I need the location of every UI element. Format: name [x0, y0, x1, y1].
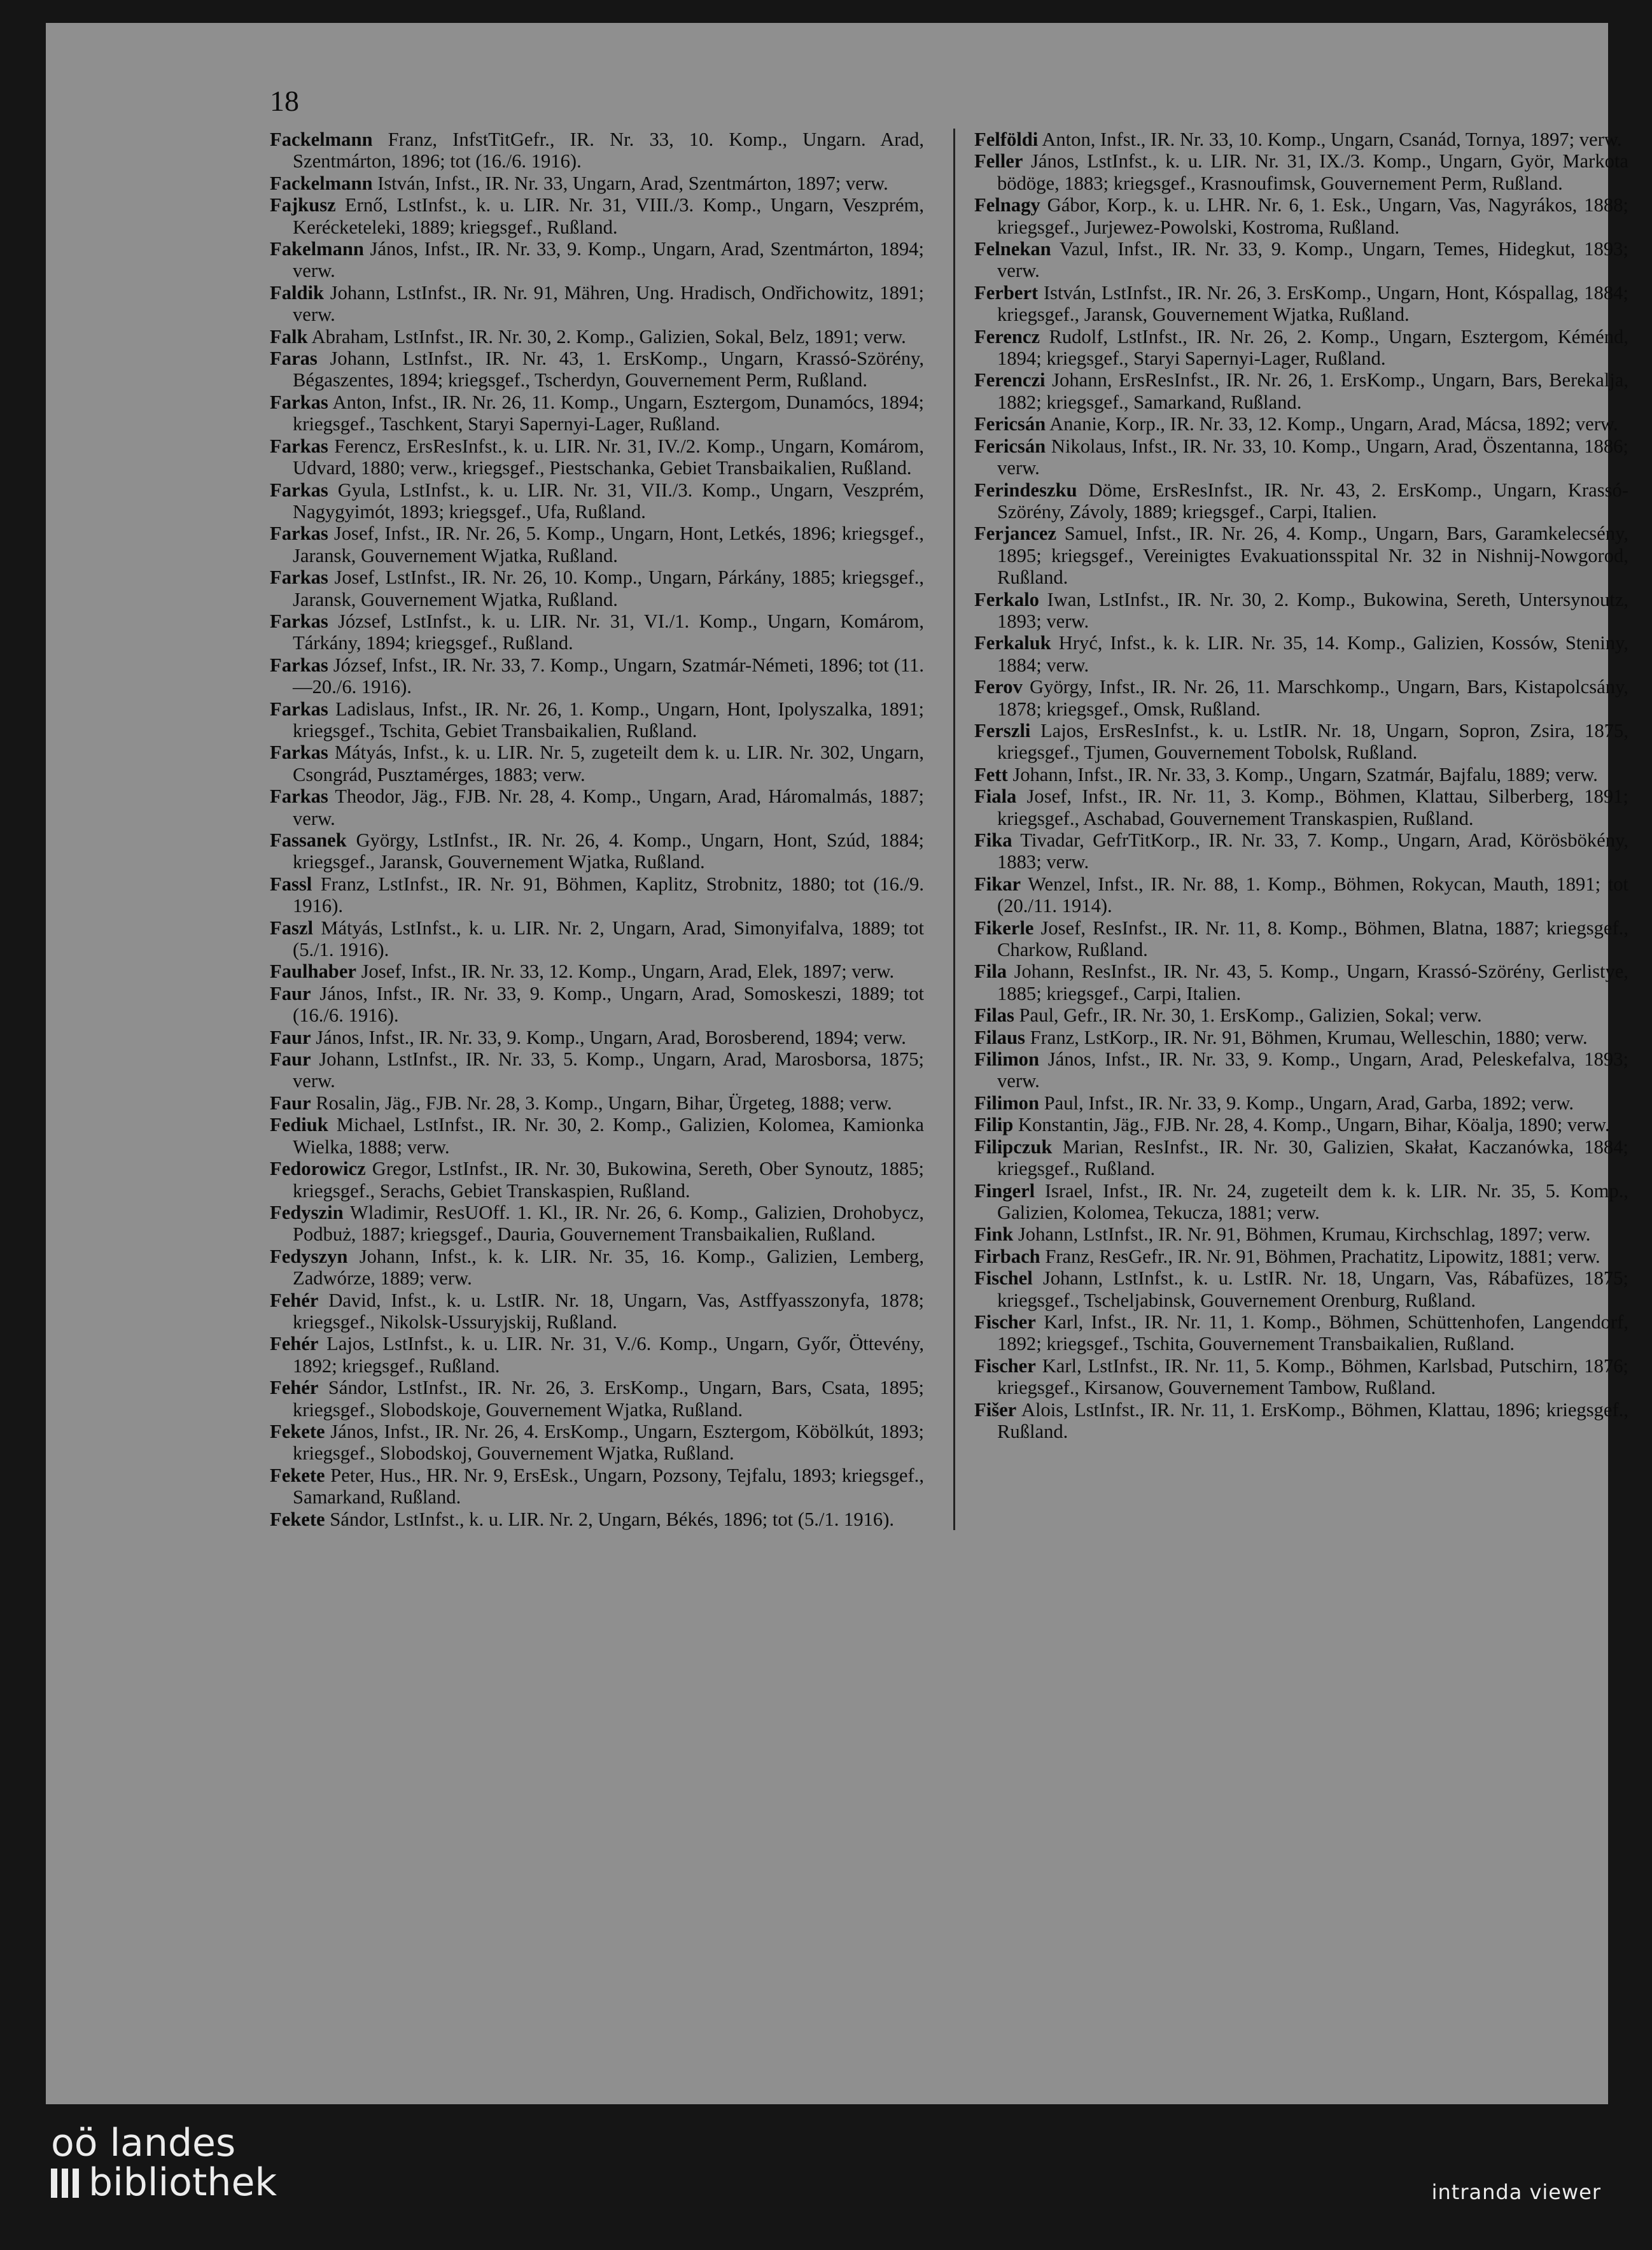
entry-details: Rosalin, Jäg., FJB. Nr. 28, 3. Komp., Ungarn, Bihar, Ürgeteg, 1888; verw.: [316, 1092, 892, 1114]
list-item: [974, 829, 1628, 873]
list-item: [270, 326, 924, 348]
list-item: [974, 1223, 1628, 1245]
list-item: [974, 326, 1628, 370]
entry-details: Johann, Infst., IR. Nr. 33, 3. Komp., Ungarn, Szatmár, Bajfalu, 1889; verw.: [1012, 763, 1598, 785]
list-item: [974, 676, 1628, 720]
entry-details: Mátyás, LstInfst., k. u. LIR. Nr. 2, Ungarn, Arad, Simonyifalva, 1889; tot (5./1. 1916).: [293, 917, 924, 961]
entry-surname: Ferjancez: [974, 523, 1057, 545]
list-item: [974, 1399, 1628, 1443]
entry-details: Josef, Infst., IR. Nr. 33, 12. Komp., Ungarn, Arad, Elek, 1897; verw.: [361, 960, 895, 983]
list-item: [270, 785, 924, 829]
list-item: [974, 1136, 1628, 1180]
entry-details: Nikolaus, Infst., IR. Nr. 33, 10. Komp., Ungarn, Arad, Öszentanna, 1886; verw.: [997, 435, 1628, 479]
list-item: [974, 1355, 1628, 1399]
entry-surname: Ferindeszku: [974, 479, 1077, 501]
entry-details: Anton, Infst., IR. Nr. 26, 11. Komp., Ungarn, Esztergom, Dunamócs, 1894; kriegsgef., Taschkent, Staryi Sapernyi-Lager, Rußland.: [293, 391, 924, 435]
entry-details: János, Infst., IR. Nr. 33, 9. Komp., Ungarn, Arad, Somoskeszi, 1889; tot (16./6. 1916).: [293, 982, 924, 1027]
list-item: [974, 1311, 1628, 1355]
entry-details: György, Infst., IR. Nr. 26, 11. Marschkomp., Ungarn, Bars, Kistapolcsány, 1878; kriegsgef., Omsk, Rußland.: [997, 676, 1628, 720]
entry-surname: Ferov: [974, 676, 1023, 698]
entry-surname: Farkas: [270, 742, 328, 764]
entry-surname: Fischer: [974, 1354, 1036, 1377]
entry-surname: Faur: [270, 1092, 311, 1114]
right-column: [953, 129, 1628, 1530]
entry-surname: Fekete: [270, 1420, 325, 1442]
entry-details: Ladislaus, Infst., IR. Nr. 26, 1. Komp., Ungarn, Hont, Ipolyszalka, 1891; kriegsgef., Tschita, Gebiet Transbaikalien, Rußland.: [293, 698, 924, 742]
entry-surname: Fink: [974, 1223, 1014, 1246]
list-item: [270, 742, 924, 785]
entry-details: Franz, LstInfst., IR. Nr. 91, Böhmen, Kaplitz, Strobnitz, 1880; tot (16./9. 1916).: [293, 873, 924, 917]
list-item: [974, 282, 1628, 326]
entry-surname: Filaus: [974, 1026, 1025, 1048]
entry-surname: Farkas: [270, 435, 328, 457]
list-item: [974, 960, 1628, 1004]
entry-surname: Filimon: [974, 1048, 1039, 1071]
entry-details: János, Infst., IR. Nr. 26, 4. ErsKomp., Ungarn, Esztergom, Köbölkút, 1893; kriegsgef., Slobodskoj, Gouvernement Wjatka, Rußland.: [293, 1420, 925, 1465]
list-item: [270, 983, 924, 1027]
entry-surname: Farkas: [270, 698, 328, 720]
entry-details: David, Infst., k. u. LstIR. Nr. 18, Ungarn, Vas, Astffyasszonyfa, 1878; kriegsgef., Nikolsk-Ussuryjskij, Rußland.: [293, 1289, 925, 1333]
entry-details: Josef, Infst., IR. Nr. 26, 5. Komp., Ungarn, Hont, Letkés, 1896; kriegsgef., Jaransk, Gouvernement Wjatka, Rußland.: [293, 523, 925, 566]
list-item: [270, 129, 924, 172]
list-item: [974, 1246, 1628, 1267]
entry-surname: Filimon: [974, 1092, 1039, 1114]
entry-details: Gyula, LstInfst., k. u. LIR. Nr. 31, VII./3. Komp., Ungarn, Veszprém, Nagygyimót, 1893; kriegsgef., Ufa, Rußland.: [293, 479, 924, 523]
entry-details: Johann, LstInfst., IR. Nr. 91, Böhmen, Krumau, Kirchschlag, 1897; verw.: [1018, 1223, 1591, 1246]
list-item: [270, 1114, 924, 1158]
entry-surname: Fehér: [270, 1333, 319, 1355]
list-item: [270, 238, 924, 282]
entry-details: Wenzel, Infst., IR. Nr. 88, 1. Komp., Böhmen, Rokycan, Mauth, 1891; tot (20./11. 1914).: [997, 873, 1628, 917]
list-item: [974, 1114, 1628, 1136]
entry-surname: Faldik: [270, 281, 325, 304]
entry-details: Gregor, LstInfst., IR. Nr. 30, Bukowina, Sereth, Ober Synoutz, 1885; kriegsgef., Serachs, Gebiet Transkaspien, Rußland.: [293, 1158, 924, 1202]
list-item: [270, 1290, 924, 1333]
entry-details: Marian, ResInfst., IR. Nr. 30, Galizien, Skałat, Kaczanówka, 1884; kriegsgef., Rußland.: [997, 1136, 1628, 1180]
list-item: [270, 172, 924, 194]
entry-surname: Ferencz: [974, 325, 1040, 348]
entry-surname: Farkas: [270, 654, 328, 676]
list-item: [974, 632, 1628, 676]
list-item: [270, 391, 924, 435]
entry-surname: Fett: [974, 763, 1008, 785]
entry-details: Franz, InfstTitGefr., IR. Nr. 33, 10. Komp., Ungarn. Arad, Szentmárton, 1896; tot (16./6. 1916).: [293, 129, 925, 172]
entry-surname: Faszl: [270, 917, 313, 939]
entry-details: József, Infst., IR. Nr. 33, 7. Komp., Ungarn, Szatmár-Németi, 1896; tot (11.—20./6. 1916).: [293, 654, 924, 698]
list-item: [270, 654, 924, 698]
entry-details: Abraham, LstInfst., IR. Nr. 30, 2. Komp., Galizien, Sokal, Belz, 1891; verw.: [311, 325, 906, 348]
entry-details: Rudolf, LstInfst., IR. Nr. 26, 2. Komp., Ungarn, Esztergom, Kéménd, 1894; kriegsgef., Staryi Sapernyi-Lager, Rußland.: [997, 325, 1628, 370]
list-item: [974, 1180, 1628, 1224]
entry-surname: Felföldi: [974, 129, 1039, 150]
entry-surname: Fajkusz: [270, 194, 336, 216]
entry-details: Josef, ResInfst., IR. Nr. 11, 8. Komp., Böhmen, Blatna, 1887; kriegsgef., Charkow, Rußland.: [997, 917, 1628, 961]
entry-surname: Fiala: [974, 785, 1017, 808]
entry-details: Lajos, LstInfst., k. u. LIR. Nr. 31, V./6. Komp., Ungarn, Győr, Öttevény, 1892; kriegsgef., Rußland.: [293, 1333, 925, 1377]
entry-surname: Felnagy: [974, 194, 1040, 216]
logo-line1: oö landes: [51, 2121, 236, 2165]
entry-surname: Ferbert: [974, 281, 1039, 304]
entry-details: Hryć, Infst., k. k. LIR. Nr. 35, 14. Komp., Galizien, Kossów, Steniny, 1884; verw.: [997, 632, 1628, 676]
entry-details: István, LstInfst., IR. Nr. 26, 3. ErsKomp., Ungarn, Hont, Kóspallag, 1884; kriegsgef., Jaransk, Gouvernement Wjatka, Rußland.: [997, 281, 1628, 326]
entry-surname: Fikar: [974, 873, 1021, 895]
entry-surname: Faur: [270, 1026, 311, 1048]
entry-surname: Fackelmann: [270, 172, 373, 194]
entry-details: Johann, LstInfst., IR. Nr. 43, 1. ErsKomp., Ungarn, Krassó-Szörény, Bégaszentes, 1894; kriegsgef., Tscherdyn, Gouvernement Perm, Rußland.: [293, 348, 924, 391]
entry-details: Iwan, LstInfst., IR. Nr. 30, 2. Komp., Bukowina, Sereth, Untersynoutz, 1893; verw.: [997, 588, 1628, 632]
list-item: [974, 1004, 1628, 1026]
list-item: [974, 720, 1628, 764]
entry-details: Franz, LstKorp., IR. Nr. 91, Böhmen, Krumau, Welleschin, 1880; verw.: [1030, 1026, 1588, 1048]
entry-surname: Farkas: [270, 566, 328, 589]
list-item: [270, 523, 924, 566]
entry-surname: Fedyszyn: [270, 1245, 348, 1267]
entry-details: Peter, Hus., HR. Nr. 9, ErsEsk., Ungarn, Pozsony, Tejfalu, 1893; kriegsgef., Samarkand, Rußland.: [293, 1464, 924, 1508]
entry-details: Johann, ResInfst., IR. Nr. 43, 5. Komp., Ungarn, Krassó-Szörény, Gerlistye, 1885; kriegsgef., Carpi, Italien.: [997, 960, 1628, 1004]
entry-details: Ferencz, ErsResInfst., k. u. LIR. Nr. 31, IV./2. Komp., Ungarn, Komárom, Udvard, 1880; verw., kriegsgef., Piestschanka, Gebiet Transbaikalien, Rußland.: [293, 435, 924, 479]
entry-details: Johann, LstInfst., k. u. LstIR. Nr. 18, Ungarn, Vas, Rábafüzes, 1875; kriegsgef., Tscheljabinsk, Gouvernement Orenburg, Rußland.: [997, 1267, 1628, 1311]
entry-surname: Faras: [270, 348, 318, 370]
entry-surname: Fedorowicz: [270, 1158, 366, 1180]
entry-surname: Ferkalo: [974, 588, 1039, 610]
entry-surname: Fika: [974, 829, 1012, 851]
entry-surname: Falk: [270, 325, 308, 348]
entry-surname: Faur: [270, 982, 311, 1004]
logo-bars-icon: [51, 2163, 83, 2202]
entry-details: Johann, ErsResInfst., IR. Nr. 26, 1. ErsKomp., Ungarn, Bars, Berekalja, 1882; kriegsgef., Samarkand, Rußland.: [997, 369, 1628, 413]
list-item: [974, 1048, 1628, 1092]
list-item: [270, 1465, 924, 1508]
entry-surname: Fikerle: [974, 917, 1034, 939]
entry-details: Paul, Gefr., IR. Nr. 30, 1. ErsKomp., Galizien, Sokal; verw.: [1019, 1004, 1482, 1027]
list-item: [270, 566, 924, 610]
entry-details: Franz, ResGefr., IR. Nr. 91, Böhmen, Prachatitz, Lipowitz, 1881; verw.: [1045, 1245, 1600, 1267]
list-item: [974, 917, 1628, 961]
entry-details: Israel, Infst., IR. Nr. 24, zugeteilt dem k. k. LIR. Nr. 35, 5. Komp., Galizien, Kolomea, Tekucza, 1881; verw.: [997, 1179, 1628, 1223]
entry-surname: Firbach: [974, 1245, 1040, 1267]
entry-surname: Fila: [974, 960, 1007, 983]
list-item: [270, 1508, 924, 1530]
list-item: [974, 435, 1628, 479]
list-item: [974, 129, 1628, 150]
entry-details: Wladimir, ResUOff. 1. Kl., IR. Nr. 26, 6. Komp., Galizien, Drohobycz, Podbuż, 1887; kriegsgef., Dauria, Gouvernement Transbaikalien, Rußland.: [293, 1201, 924, 1246]
entry-surname: Fedyszin: [270, 1201, 344, 1223]
entry-details: József, LstInfst., k. u. LIR. Nr. 31, VI./1. Komp., Ungarn, Komárom, Tárkány, 1894; kriegsgef., Rußland.: [293, 610, 925, 654]
list-item: [974, 764, 1628, 785]
entry-details: Johann, LstInfst., IR. Nr. 91, Mähren, Ung. Hradisch, Ondřichowitz, 1891; verw.: [293, 281, 924, 326]
entry-details: Döme, ErsResInfst., IR. Nr. 43, 2. ErsKomp., Ungarn, Krassó-Szörény, Závoly, 1889; kriegsgef., Carpi, Italien.: [997, 479, 1628, 523]
list-item: [270, 1048, 924, 1092]
list-item: [974, 785, 1628, 829]
entry-surname: Ferszli: [974, 719, 1031, 742]
entry-details: Sándor, LstInfst., k. u. LIR. Nr. 2, Ungarn, Békés, 1896; tot (5./1. 1916).: [330, 1508, 895, 1530]
entry-details: János, Infst., IR. Nr. 33, 9. Komp., Ungarn, Arad, Szentmárton, 1894; verw.: [293, 238, 924, 282]
entry-details: Michael, LstInfst., IR. Nr. 30, 2. Komp., Galizien, Kolomea, Kamionka Wielka, 1888; verw.: [293, 1114, 924, 1158]
list-item: [270, 194, 924, 238]
list-item: [974, 194, 1628, 238]
entry-surname: Fassanek: [270, 829, 347, 851]
list-item: [974, 369, 1628, 413]
page-number: 18: [270, 85, 299, 117]
list-item: [270, 917, 924, 961]
logo-line2: bibliothek: [88, 2160, 277, 2205]
entry-details: Theodor, Jäg., FJB. Nr. 28, 4. Komp., Ungarn, Arad, Háromalmás, 1887; verw.: [293, 785, 924, 829]
entry-surname: Fediuk: [270, 1114, 328, 1136]
entry-details: Anton, Infst., IR. Nr. 33, 10. Komp., Ungarn, Csanád, Tornya, 1897; verw.: [1042, 129, 1622, 150]
viewer-label[interactable]: intranda viewer: [1431, 2180, 1601, 2204]
left-column: [270, 129, 924, 1530]
entry-surname: Fišer: [974, 1398, 1017, 1421]
entry-surname: Filipczuk: [974, 1136, 1053, 1158]
entry-surname: Faulhaber: [270, 960, 356, 983]
entry-details: Josef, LstInfst., IR. Nr. 26, 10. Komp., Ungarn, Párkány, 1885; kriegsgef., Jaransk, Gouvernement Wjatka, Rußland.: [293, 566, 924, 610]
list-item: [270, 1092, 924, 1114]
list-item: [270, 479, 924, 523]
list-item: [270, 1333, 924, 1377]
entry-details: Johann, LstInfst., IR. Nr. 33, 5. Komp., Ungarn, Arad, Marosborsa, 1875; verw.: [293, 1048, 924, 1092]
columns: [270, 129, 1628, 1530]
list-item: [270, 960, 924, 982]
entry-surname: Fingerl: [974, 1179, 1035, 1202]
list-item: [270, 829, 924, 873]
list-item: [270, 282, 924, 326]
entry-details: Samuel, Infst., IR. Nr. 26, 4. Komp., Ungarn, Bars, Garamkelecsény, 1895; kriegsgef., Vereinigtes Evakuationsspital Nr. 32 in Nishnij-Nowgorod, Rußland.: [997, 523, 1628, 589]
entry-details: Karl, LstInfst., IR. Nr. 11, 5. Komp., Böhmen, Karlsbad, Putschirn, 1876; kriegsgef., Kirsanow, Gouvernement Tambow, Rußland.: [997, 1354, 1628, 1399]
entry-details: Vazul, Infst., IR. Nr. 33, 9. Komp., Ungarn, Temes, Hidegkut, 1893; verw.: [997, 238, 1628, 282]
entry-details: Ernő, LstInfst., k. u. LIR. Nr. 31, VIII./3. Komp., Ungarn, Veszprém, Kerécketeleki, 1889; kriegsgef., Rußland.: [293, 194, 924, 238]
entry-surname: Faur: [270, 1048, 311, 1071]
entry-surname: Farkas: [270, 785, 328, 808]
entry-details: Johann, Infst., k. k. LIR. Nr. 35, 16. Komp., Galizien, Lemberg, Zadwórze, 1889; verw.: [293, 1245, 924, 1290]
list-item: [974, 479, 1628, 523]
entry-details: Tivadar, GefrTitKorp., IR. Nr. 33, 7. Komp., Ungarn, Arad, Körösbökény, 1883; verw.: [997, 829, 1628, 873]
list-item: [974, 523, 1628, 588]
list-item: [270, 1421, 924, 1465]
entry-surname: Fehér: [270, 1377, 319, 1399]
list-item: [974, 873, 1628, 917]
list-item: [974, 238, 1628, 282]
entry-surname: Fekete: [270, 1464, 325, 1486]
entry-surname: Fackelmann: [270, 129, 373, 150]
entry-surname: Feller: [974, 150, 1023, 172]
list-item: [270, 1377, 924, 1421]
scanned-page: [46, 23, 1628, 2104]
list-item: [270, 1158, 924, 1202]
list-item: [270, 435, 924, 479]
entry-surname: Ferkaluk: [974, 632, 1051, 654]
list-item: [270, 1027, 924, 1048]
entry-surname: Fakelmann: [270, 238, 364, 260]
entry-surname: Ferenczi: [974, 369, 1046, 391]
list-item: [974, 1092, 1628, 1114]
entry-details: János, Infst., IR. Nr. 33, 9. Komp., Ungarn, Arad, Borosberend, 1894; verw.: [316, 1026, 906, 1048]
entry-surname: Filip: [974, 1114, 1014, 1136]
entry-details: Gábor, Korp., k. u. LHR. Nr. 6, 1. Esk., Ungarn, Vas, Nagyrákos, 1888; kriegsgef., Jurjewez-Powolski, Kostroma, Rußland.: [997, 194, 1628, 238]
library-logo[interactable]: [51, 2121, 277, 2205]
entry-details: György, LstInfst., IR. Nr. 26, 4. Komp., Ungarn, Hont, Szúd, 1884; kriegsgef., Jaransk, Gouvernement Wjatka, Rußland.: [293, 829, 924, 873]
entry-details: Karl, Infst., IR. Nr. 11, 1. Komp., Böhmen, Schüttenhofen, Langendorf, 1892; kriegsgef., Tschita, Gouvernement Transbaikalien, Rußland.: [997, 1311, 1628, 1355]
list-item: [974, 413, 1628, 435]
entry-surname: Farkas: [270, 523, 328, 545]
entry-surname: Farkas: [270, 479, 328, 501]
list-item: [270, 610, 924, 654]
entry-details: Konstantin, Jäg., FJB. Nr. 28, 4. Komp., Ungarn, Bihar, Köalja, 1890; verw.: [1018, 1114, 1610, 1136]
list-item: [270, 348, 924, 391]
entry-surname: Fericsán: [974, 435, 1046, 457]
entry-details: Josef, Infst., IR. Nr. 11, 3. Komp., Böhmen, Klattau, Silberberg, 1891; kriegsgef., Aschabad, Gouvernement Transkaspien, Rußland.: [997, 785, 1628, 829]
entry-details: János, LstInfst., k. u. LIR. Nr. 31, IX./3. Komp., Ungarn, Györ, Markota bödöge, 1883; kriegsgef., Krasnoufimsk, Gouvernement Perm, Rußland.: [997, 150, 1628, 194]
list-item: [974, 1267, 1628, 1311]
entry-details: Sándor, LstInfst., IR. Nr. 26, 3. ErsKomp., Ungarn, Bars, Csata, 1895; kriegsgef., Slobodskoje, Gouvernement Wjatka, Rußland.: [293, 1377, 925, 1421]
entry-surname: Fehér: [270, 1289, 319, 1311]
entry-surname: Filas: [974, 1004, 1014, 1027]
list-item: [974, 589, 1628, 633]
entry-details: Lajos, ErsResInfst., k. u. LstIR. Nr. 18, Ungarn, Sopron, Zsira, 1875, kriegsgef., Tjumen, Gouvernement Tobolsk, Rußland.: [997, 719, 1628, 764]
list-item: [974, 150, 1628, 194]
list-item: [270, 873, 924, 917]
entry-surname: Farkas: [270, 391, 328, 413]
list-item: [270, 1246, 924, 1290]
entry-details: Alois, LstInfst., IR. Nr. 11, 1. ErsKomp., Böhmen, Klattau, 1896; kriegsgef., Rußland.: [997, 1398, 1628, 1442]
entry-surname: Fekete: [270, 1508, 325, 1530]
entry-details: Ananie, Korp., IR. Nr. 33, 12. Komp., Ungarn, Arad, Mácsa, 1892; verw.: [1049, 413, 1618, 435]
entry-surname: Fischel: [974, 1267, 1033, 1290]
entry-surname: Fassl: [270, 873, 312, 895]
list-item: [270, 1202, 924, 1246]
entry-surname: Fericsán: [974, 413, 1046, 435]
list-item: [974, 1027, 1628, 1048]
list-item: [270, 698, 924, 742]
entry-surname: Felnekan: [974, 238, 1051, 260]
entry-details: Mátyás, Infst., k. u. LIR. Nr. 5, zugeteilt dem k. u. LIR. Nr. 302, Ungarn, Csongrád, Pusztamérges, 1883; verw.: [293, 742, 924, 785]
entry-surname: Fischer: [974, 1311, 1036, 1333]
entry-surname: Farkas: [270, 610, 328, 632]
entry-details: István, Infst., IR. Nr. 33, Ungarn, Arad, Szentmárton, 1897; verw.: [377, 172, 888, 194]
entry-details: Paul, Infst., IR. Nr. 33, 9. Komp., Ungarn, Arad, Garba, 1892; verw.: [1044, 1092, 1574, 1114]
entry-details: János, Infst., IR. Nr. 33, 9. Komp., Ungarn, Arad, Peleskefalva, 1893; verw.: [997, 1048, 1628, 1092]
